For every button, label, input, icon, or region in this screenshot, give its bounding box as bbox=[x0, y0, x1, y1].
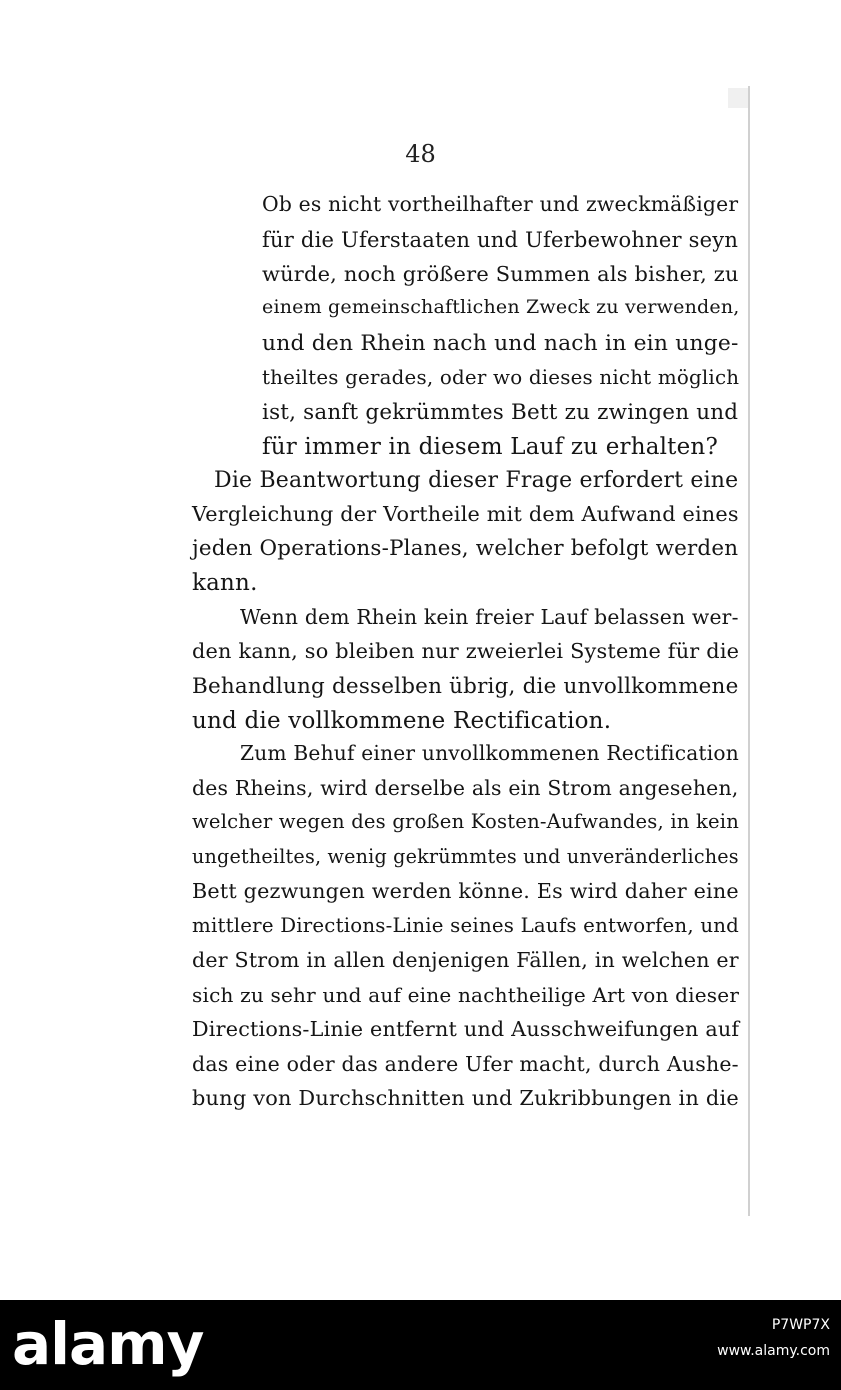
text-line: würde, noch größere Summen als bisher, zu bbox=[262, 262, 739, 286]
text-line: ist, sanft gekrümmtes Bett zu zwingen und bbox=[262, 400, 739, 425]
text-line: kann. bbox=[192, 570, 258, 596]
text-line: Bett gezwungen werden könne. Es wird daher eine bbox=[192, 879, 739, 903]
text-line: Die Beantwortung dieser Frage erfordert eine bbox=[214, 468, 739, 493]
text-line: Zum Behuf einer unvollkommenen Rectification bbox=[240, 741, 739, 765]
text-line: den kann, so bleiben nur zweierlei Systeme für die bbox=[192, 639, 740, 663]
text-line: theiltes gerades, oder wo dieses nicht möglich bbox=[262, 366, 740, 389]
page-edge bbox=[748, 86, 750, 1216]
page-stain bbox=[728, 88, 748, 108]
text-line: Directions-Linie entfernt und Ausschweifungen auf bbox=[192, 1017, 740, 1041]
text-line: Wenn dem Rhein kein freier Lauf belassen wer- bbox=[240, 605, 739, 629]
text-line: ungetheiltes, wenig gekrümmtes und unveränderliches bbox=[192, 845, 739, 868]
text-line: Vergleichung der Vortheile mit dem Aufwand eines bbox=[192, 502, 739, 526]
text-line: und den Rhein nach und nach in ein unge- bbox=[262, 331, 739, 356]
text-line: Ob es nicht vortheilhafter und zweckmäßiger bbox=[262, 192, 739, 216]
page-number: 48 bbox=[405, 140, 436, 168]
text-line: jeden Operations-Planes, welcher befolgt werden bbox=[192, 536, 739, 561]
text-line: des Rheins, wird derselbe als ein Strom angesehen, bbox=[192, 776, 739, 800]
text-line: welcher wegen des großen Kosten-Aufwandes, in kein bbox=[192, 810, 740, 833]
text-line: mittlere Directions-Linie seines Laufs entworfen, und bbox=[192, 914, 740, 937]
text-line: für die Uferstaaten und Uferbewohner seyn bbox=[262, 227, 739, 252]
text-line: bung von Durchschnitten und Zukribbungen in die bbox=[192, 1086, 739, 1110]
text-line: Behandlung desselben übrig, die unvollkommene bbox=[192, 674, 739, 699]
text-line: und die vollkommene Rectification. bbox=[192, 708, 612, 734]
image-id: P7WP7X bbox=[771, 1317, 830, 1333]
text-line: der Strom in allen denjenigen Fällen, in welchen er bbox=[192, 948, 739, 972]
text-line: für immer in diesem Lauf zu erhalten? bbox=[262, 434, 718, 460]
alamy-logo: alamy bbox=[12, 1310, 204, 1378]
text-line: einem gemeinschaftlichen Zweck zu verwenden, bbox=[262, 296, 740, 318]
text-line: das eine oder das andere Ufer macht, durch Aushe- bbox=[192, 1052, 739, 1076]
site-url: www.alamy.com bbox=[717, 1343, 830, 1359]
text-line: sich zu sehr und auf eine nachtheilige Art von dieser bbox=[192, 983, 740, 1007]
